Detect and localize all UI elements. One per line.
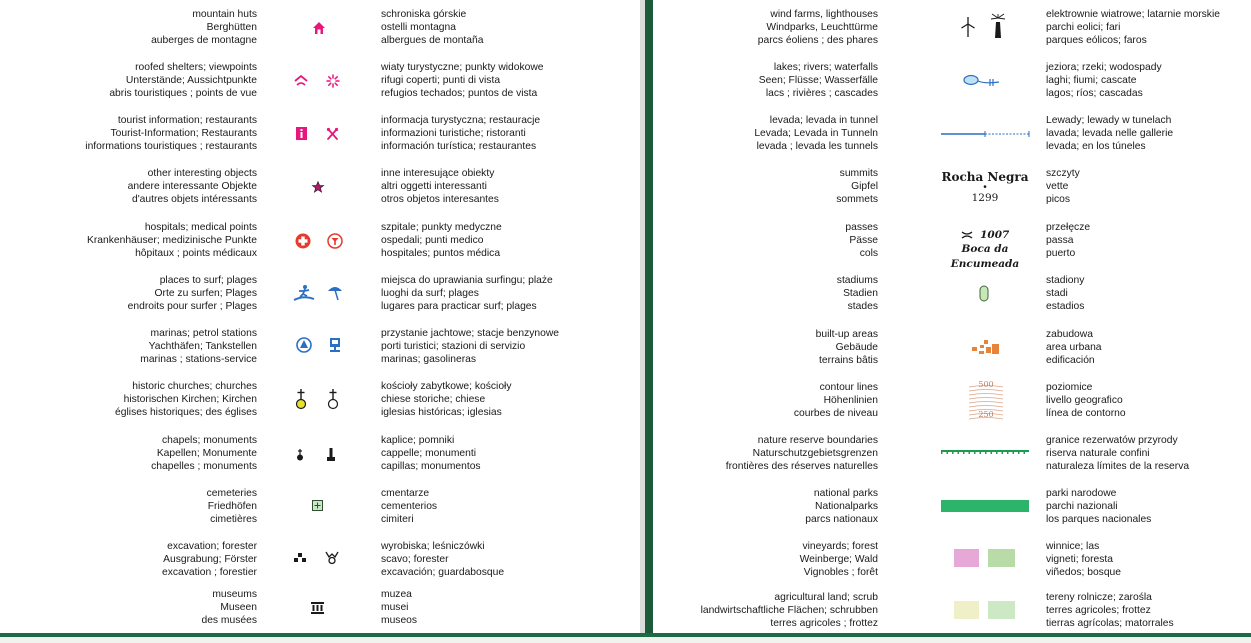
label-it: cappelle; monumenti <box>381 448 477 459</box>
label-group-pl-it-es <box>381 167 499 206</box>
label-group-en-de-fr <box>836 167 878 206</box>
label-de: Friedhöfen <box>207 501 257 512</box>
label-de: Museen <box>220 602 257 613</box>
shelter-icon <box>294 75 308 87</box>
label-es: levada; en los túneles <box>1046 141 1146 152</box>
label-es: viñedos; bosque <box>1046 567 1121 578</box>
label-it: ostelli montagna <box>381 22 456 33</box>
label-de: Unterstände; Aussichtpunkte <box>125 75 257 86</box>
label-fr: des musées <box>201 615 257 626</box>
pass-symbol-icon <box>961 230 973 239</box>
label-en: contour lines <box>819 382 878 393</box>
label-pl: szpitale; punkty medyczne <box>381 222 502 233</box>
label-group-en-de-fr <box>128 167 257 206</box>
chapel-icon <box>296 449 304 461</box>
label-group-en-de-fr <box>128 274 257 313</box>
label-pl: zabudowa <box>1046 329 1093 340</box>
label-en: other interesting objects <box>147 168 257 179</box>
label-it: vette <box>1046 181 1069 192</box>
stadium-icon <box>979 285 989 302</box>
label-en: museums <box>212 589 257 600</box>
label-group-pl-it-es <box>381 434 481 473</box>
label-it: scavo; forester <box>381 554 449 565</box>
label-es: cimiteri <box>381 514 414 525</box>
label-en: built-up areas <box>815 329 878 340</box>
label-de: Naturschutzgebietsgrenzen <box>752 448 878 459</box>
label-group-en-de-fr <box>726 434 878 473</box>
label-es: marinas; gasolineras <box>381 354 477 365</box>
beach-umbrella-icon <box>327 285 343 301</box>
legend-entry-surf <box>0 274 640 326</box>
label-group-en-de-fr <box>151 434 257 473</box>
label-group-en-de-fr <box>109 61 257 100</box>
legend-entry-vineyards <box>653 540 1251 592</box>
legend-entry-lakes <box>653 61 1251 113</box>
contour-label-low: 250 <box>978 410 994 419</box>
label-group-pl-it-es <box>1046 540 1121 579</box>
label-group-pl-it-es <box>1046 221 1090 260</box>
label-pl: cmentarze <box>381 488 430 499</box>
label-es: parques eólicos; faros <box>1046 35 1147 46</box>
summit-sample-altitude: 1299 <box>971 192 999 204</box>
medical-point-icon <box>327 233 343 249</box>
label-it: porti turistici; stazioni di servizio <box>381 341 526 352</box>
label-pl: wyrobiska; leśniczówki <box>381 541 485 552</box>
label-de: Stadien <box>843 288 878 299</box>
label-en: places to surf; plages <box>159 275 257 286</box>
cover-edge-strip <box>0 633 1251 637</box>
built-up-area-icon <box>970 338 1000 356</box>
legend-entry-excavation <box>0 540 640 592</box>
label-group-pl-it-es <box>1046 8 1220 47</box>
surfer-icon <box>293 284 315 302</box>
label-es: excavación; guardabosque <box>381 567 505 578</box>
legend-entry-marinas <box>0 327 640 379</box>
label-pl: parki narodowe <box>1046 488 1117 499</box>
label-en: levada; levada in tunnel <box>769 115 878 126</box>
label-group-en-de-fr <box>800 540 878 579</box>
lighthouse-icon <box>991 14 1005 38</box>
label-it: area urbana <box>1046 342 1102 353</box>
legend-entry-contours <box>653 381 1251 433</box>
label-group-en-de-fr <box>759 61 878 100</box>
label-es: otros objetos interesantes <box>381 194 499 205</box>
legend-entry-cemeteries <box>0 487 640 539</box>
label-en: lakes; rivers; waterfalls <box>773 62 878 73</box>
label-es: estadios <box>1046 301 1085 312</box>
legend-entry-summits <box>653 167 1251 219</box>
label-group-pl-it-es <box>1046 114 1173 153</box>
historic-church-icon <box>295 389 307 411</box>
label-de: Berghütten <box>206 22 257 33</box>
label-pl: schroniska górskie <box>381 9 467 20</box>
label-fr: parcs nationaux <box>805 514 878 525</box>
label-pl: elektrownie wiatrowe; latarnie morskie <box>1046 9 1220 20</box>
label-fr: sommets <box>836 194 878 205</box>
label-group-pl-it-es <box>381 61 544 100</box>
label-group-pl-it-es <box>1046 381 1126 420</box>
label-es: tierras agrícolas; matorrales <box>1046 618 1174 629</box>
label-group-pl-it-es <box>381 8 483 47</box>
label-group-en-de-fr <box>845 221 878 260</box>
label-group-pl-it-es <box>381 540 504 579</box>
label-pl: tereny rolnicze; zarośla <box>1046 592 1152 603</box>
label-group-pl-it-es <box>1046 487 1151 526</box>
label-group-pl-it-es <box>1046 61 1162 100</box>
label-pl: informacja turystyczna; restauracje <box>381 115 541 126</box>
label-de: Weinberge; Wald <box>799 554 878 565</box>
contour-lines-icon <box>969 381 1003 423</box>
label-es: naturaleza límites de la reserva <box>1046 461 1190 472</box>
museum-icon <box>311 602 324 614</box>
forest-swatch-icon <box>988 549 1015 567</box>
label-de: andere interessante Objekte <box>127 181 257 192</box>
legend-entry-mountain-huts <box>0 8 640 60</box>
label-es: lugares para practicar surf; plages <box>381 301 537 312</box>
label-it: stadi <box>1046 288 1068 299</box>
legend-entry-stadiums <box>653 274 1251 326</box>
label-fr: terrains bâtis <box>819 355 878 366</box>
vineyard-swatch-icon <box>954 549 979 567</box>
label-it: luoghi da surf; plages <box>381 288 479 299</box>
label-it: parchi nazionali <box>1046 501 1118 512</box>
legend-entry-nature-reserve <box>653 434 1251 486</box>
label-group-pl-it-es <box>1046 591 1174 630</box>
label-it: laghi; fiumi; cascate <box>1046 75 1137 86</box>
label-fr: marinas ; stations-service <box>140 354 257 365</box>
label-pl: szczyty <box>1046 168 1080 179</box>
binding-strip <box>645 0 653 637</box>
marina-icon <box>296 337 312 353</box>
label-group-pl-it-es <box>1046 167 1080 206</box>
pass-icon <box>929 226 1041 272</box>
label-en: historic churches; churches <box>132 381 257 392</box>
label-group-en-de-fr <box>701 591 878 630</box>
label-en: nature reserve boundaries <box>757 435 878 446</box>
label-it: lavada; levada nelle gallerie <box>1046 128 1174 139</box>
label-it: ospedali; punti medico <box>381 235 484 246</box>
label-group-en-de-fr <box>151 8 257 47</box>
label-fr: levada ; levada les tunnels <box>756 141 878 152</box>
nature-reserve-boundary-icon <box>941 449 1029 457</box>
pass-sample-altitude: 1007 <box>980 228 1010 241</box>
restaurant-icon <box>326 127 339 140</box>
label-de: Nationalparks <box>815 501 878 512</box>
label-de: Kapellen; Monumente <box>156 448 257 459</box>
legend-entry-roofed-shelters <box>0 61 640 113</box>
viewpoint-icon <box>326 74 340 88</box>
hut-icon <box>312 21 326 35</box>
forester-icon <box>325 551 339 565</box>
label-fr: parcs éoliens ; des phares <box>757 35 878 46</box>
cemetery-icon <box>312 500 323 511</box>
label-de: Seen; Flüsse; Wasserfälle <box>758 75 878 86</box>
label-group-pl-it-es <box>381 487 437 526</box>
label-en: chapels; monuments <box>161 435 257 446</box>
label-group-en-de-fr <box>816 328 878 367</box>
label-pl: kaplice; pomniki <box>381 435 455 446</box>
contour-label-high: 500 <box>978 380 994 389</box>
summit-dot: • <box>983 182 987 193</box>
label-group-en-de-fr <box>85 114 257 153</box>
label-de: Ausgrabung; Förster <box>163 554 257 565</box>
legend-entry-passes <box>653 221 1251 273</box>
label-de: Krankenhäuser; medizinische Punkte <box>87 235 257 246</box>
label-es: capillas; monumentos <box>381 461 481 472</box>
label-en: roofed shelters; viewpoints <box>135 62 257 73</box>
pass-sample-name: Boca da Encumeada <box>950 243 1020 270</box>
label-en: excavation; forester <box>167 541 257 552</box>
label-pl: jeziora; rzeki; wodospady <box>1046 62 1162 73</box>
label-fr: courbes de niveau <box>793 408 878 419</box>
label-en: tourist information; restaurants <box>117 115 257 126</box>
label-it: passa <box>1046 235 1074 246</box>
label-de: Gebäude <box>835 342 878 353</box>
label-fr: lacs ; rivières ; cascades <box>765 88 878 99</box>
label-group-en-de-fr <box>754 114 878 153</box>
star-icon <box>312 181 324 193</box>
pass-top-line <box>929 226 1041 242</box>
label-it: musei <box>381 602 409 613</box>
label-group-pl-it-es <box>381 327 559 366</box>
label-group-en-de-fr <box>162 540 257 579</box>
legend-entry-chapels <box>0 434 640 486</box>
label-pl: przełęcze <box>1046 222 1091 233</box>
label-it: rifugi coperti; punti di vista <box>381 75 501 86</box>
label-it: parchi eolici; fari <box>1046 22 1121 33</box>
label-en: vineyards; forest <box>802 541 878 552</box>
label-de: Yachthäfen; Tankstellen <box>148 341 257 352</box>
label-fr: hôpitaux ; points médicaux <box>135 248 257 259</box>
label-fr: Vignobles ; forêt <box>803 567 878 578</box>
label-es: información turística; restaurantes <box>381 141 537 152</box>
legend-entry-wind-farms <box>653 8 1251 60</box>
label-fr: auberges de montagne <box>151 35 257 46</box>
label-es: línea de contorno <box>1046 408 1126 419</box>
label-fr: informations touristiques ; restaurants <box>85 141 257 152</box>
label-en: summits <box>839 168 878 179</box>
label-group-pl-it-es <box>1046 434 1189 473</box>
label-group-pl-it-es <box>381 380 511 419</box>
label-es: hospitales; puntos médica <box>381 248 501 259</box>
legend-entry-hospitals <box>0 221 640 273</box>
label-es: picos <box>1046 194 1071 205</box>
label-es: lagos; ríos; cascadas <box>1046 88 1143 99</box>
lake-river-waterfall-icon <box>963 74 1001 88</box>
label-group-en-de-fr <box>140 327 257 366</box>
label-es: los parques nacionales <box>1046 514 1152 525</box>
label-group-en-de-fr <box>207 487 257 526</box>
legend-page-right <box>653 0 1251 637</box>
label-es: albergues de montaña <box>381 35 484 46</box>
summit-sample-name: Rocha Negra <box>941 170 1029 184</box>
label-fr: chapelles ; monuments <box>151 461 257 472</box>
label-fr: d'autres objets intéressants <box>131 194 257 205</box>
label-de: Levada; Levada in Tunneln <box>754 128 878 139</box>
label-it: altri oggetti interessanti <box>381 181 487 192</box>
label-pl: wiaty turystyczne; punkty widokowe <box>381 62 544 73</box>
label-it: informazioni turistiche; ristoranti <box>381 128 526 139</box>
label-it: terres agricoles; frottez <box>1046 605 1151 616</box>
information-icon <box>296 127 307 140</box>
label-group-pl-it-es <box>381 588 417 627</box>
label-fr: excavation ; forestier <box>161 567 257 578</box>
legend-entry-built-up <box>653 328 1251 380</box>
label-pl: Lewady; lewady w tunelach <box>1046 115 1172 126</box>
label-it: cementerios <box>381 501 438 512</box>
label-fr: endroits pour surfer ; Plages <box>127 301 257 312</box>
levada-tunnel-icon <box>941 130 1031 138</box>
label-en: marinas; petrol stations <box>150 328 257 339</box>
label-de: Gipfel <box>851 181 878 192</box>
wind-turbine-icon <box>960 17 976 37</box>
label-pl: stadiony <box>1046 275 1085 286</box>
label-group-en-de-fr <box>837 274 878 313</box>
label-group-en-de-fr <box>87 221 257 260</box>
label-group-pl-it-es <box>381 221 502 260</box>
label-pl: muzea <box>381 589 412 600</box>
label-it: vigneti; foresta <box>1046 554 1113 565</box>
label-de: Windparks, Leuchttürme <box>766 22 878 33</box>
label-it: riserva naturale confini <box>1046 448 1150 459</box>
label-en: passes <box>845 222 878 233</box>
label-group-en-de-fr <box>201 588 257 627</box>
label-fr: abris touristiques ; points de vue <box>109 88 257 99</box>
label-fr: stades <box>847 301 878 312</box>
label-es: puerto <box>1046 248 1076 259</box>
monument-icon <box>326 448 336 461</box>
excavation-icon <box>293 553 307 563</box>
label-en: mountain huts <box>192 9 257 20</box>
label-pl: inne interesujące obiekty <box>381 168 495 179</box>
label-en: cemeteries <box>206 488 257 499</box>
label-de: Orte zu surfen; Plages <box>154 288 257 299</box>
national-park-icon <box>941 500 1029 512</box>
label-pl: granice rezerwatów przyrody <box>1046 435 1178 446</box>
label-it: chiese storiche; chiese <box>381 394 486 405</box>
label-fr: cimetières <box>210 514 257 525</box>
label-fr: églises historiques; des églises <box>115 407 257 418</box>
agricultural-swatch-icon <box>954 601 979 619</box>
legend-entry-levada <box>653 114 1251 166</box>
label-es: museos <box>381 615 418 626</box>
label-group-en-de-fr <box>805 487 878 526</box>
label-fr: terres agricoles ; frottez <box>770 618 878 629</box>
label-group-pl-it-es <box>1046 328 1102 367</box>
label-group-pl-it-es <box>381 114 540 153</box>
label-group-pl-it-es <box>1046 274 1084 313</box>
label-pl: poziomice <box>1046 382 1093 393</box>
label-es: edificación <box>1046 355 1095 366</box>
label-de: landwirtschaftliche Flächen; schrubben <box>700 605 878 616</box>
legend-entry-national-parks <box>653 487 1251 539</box>
label-de: Höhenlinien <box>823 395 878 406</box>
label-de: Tourist-Information; Restaurants <box>110 128 257 139</box>
label-pl: winnice; las <box>1046 541 1100 552</box>
hospital-icon <box>295 233 311 249</box>
scrub-swatch-icon <box>988 601 1015 619</box>
petrol-station-icon <box>328 337 342 353</box>
label-en: agricultural land; scrub <box>774 592 878 603</box>
label-group-en-de-fr <box>758 8 878 47</box>
label-es: refugios techados; puntos de vista <box>381 88 538 99</box>
label-en: wind farms, lighthouses <box>770 9 878 20</box>
label-fr: cols <box>859 248 878 259</box>
legend-entry-churches <box>0 380 640 432</box>
label-group-en-de-fr <box>115 380 257 419</box>
label-pl: kościoły zabytkowe; kościoły <box>381 381 512 392</box>
label-en: hospitals; medical points <box>144 222 257 233</box>
label-pl: przystanie jachtowe; stacje benzynowe <box>381 328 560 339</box>
label-es: iglesias históricas; iglesias <box>381 407 502 418</box>
label-de: historischen Kirchen; Kirchen <box>123 394 257 405</box>
legend-entry-other-interesting <box>0 167 640 219</box>
summit-icon <box>935 170 1035 205</box>
label-group-en-de-fr <box>794 381 878 420</box>
label-it: livello geografico <box>1046 395 1123 406</box>
label-pl: miejsca do uprawiania surfingu; plaże <box>381 275 553 286</box>
label-group-pl-it-es <box>381 274 553 313</box>
label-en: stadiums <box>836 275 878 286</box>
church-icon <box>327 389 339 411</box>
label-de: Pässe <box>849 235 878 246</box>
legend-entry-tourist-information <box>0 114 640 166</box>
label-en: national parks <box>813 488 878 499</box>
label-fr: frontières des réserves naturelles <box>725 461 878 472</box>
